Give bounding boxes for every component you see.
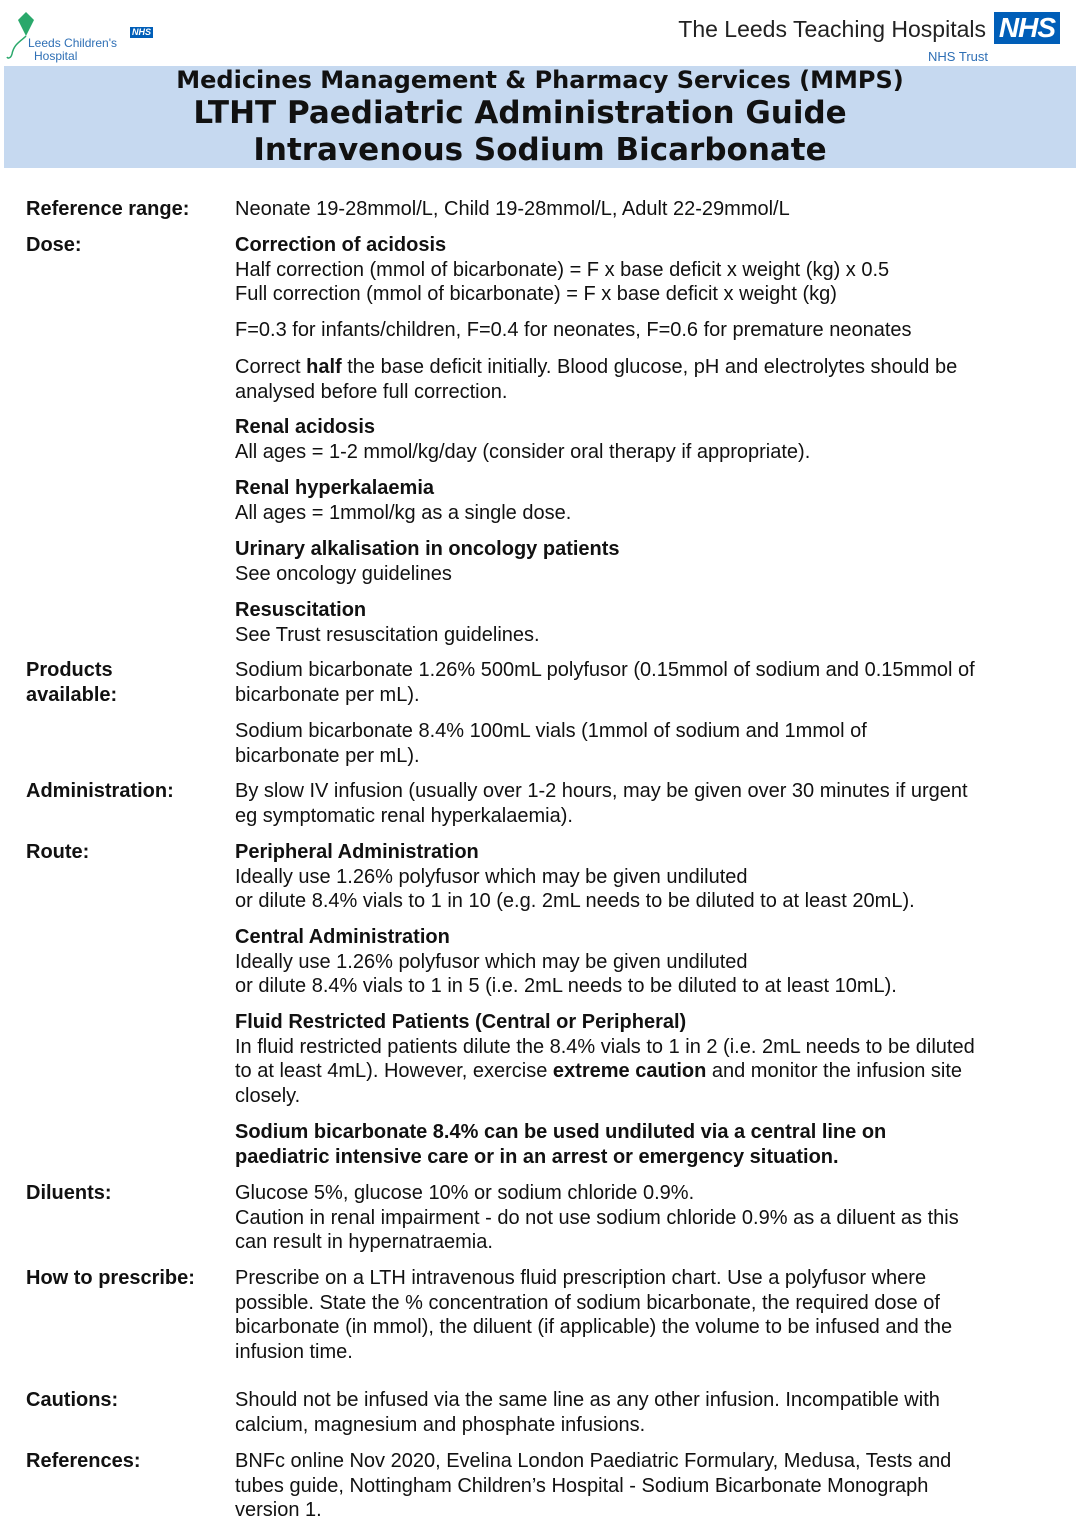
correct-pre: Correct — [235, 356, 307, 378]
product2-line1: Sodium bicarbonate 8.4% 100mL vials (1mmol of sodium and 1mmol of — [235, 720, 867, 742]
reference-range-text: Neonate 19-28mmol/L, Child 19-28mmol/L, Adult 22-29mmol/L — [235, 198, 790, 220]
fluid-line2-post: and monitor the infusion site — [706, 1060, 963, 1082]
diluents-label: Diluents: — [26, 1182, 112, 1204]
central-line2: or dilute 8.4% vials to 1 in 5 (i.e. 2mL needs to be diluted to at least 10mL). — [235, 975, 897, 997]
central-heading: Central Administration — [235, 926, 450, 948]
peripheral-heading: Peripheral Administration — [235, 841, 479, 863]
renal-hyperkalaemia-text: All ages = 1mmol/kg as a single dose. — [235, 501, 572, 524]
central-block — [235, 925, 1035, 999]
cautions-line1: Should not be infused via the same line as any other infusion. Incompatible with — [235, 1389, 940, 1411]
prescribe-line4: infusion time. — [235, 1340, 353, 1363]
trust-subtitle: NHS Trust — [928, 49, 988, 64]
prescribe-line1: Prescribe on a LTH intravenous fluid prescription chart. Use a polyfusor where — [235, 1267, 927, 1289]
product-polyfusor — [235, 658, 1035, 707]
logo-text-line1: Leeds Children's — [28, 36, 118, 50]
administration-text — [235, 779, 1035, 828]
renal-hyperkalaemia-heading: Renal hyperkalaemia — [235, 477, 434, 499]
correct-line2: analysed before full correction. — [235, 380, 508, 403]
undiluted-line2: paediatric intensive care or in an arrest or emergency situation. — [235, 1145, 839, 1168]
references-line3: version 1. — [235, 1499, 322, 1521]
correct-post: the base deficit initially. Blood glucose, pH and electrolytes should be — [341, 356, 958, 378]
resuscitation-block — [235, 598, 1035, 647]
product-vials — [235, 719, 1035, 768]
dose-correction-block — [235, 233, 1035, 307]
nhs-small-badge: NHS — [132, 27, 152, 37]
resuscitation-heading: Resuscitation — [235, 599, 367, 621]
references-label: References: — [26, 1450, 141, 1472]
undiluted-warning — [235, 1120, 1035, 1169]
undiluted-line1: Sodium bicarbonate 8.4% can be used undiluted via a central line on — [235, 1121, 887, 1143]
half-correction: Half correction (mmol of bicarbonate) = F x base deficit x weight (kg) x 0.5 — [235, 258, 890, 281]
cautions-label: Cautions: — [26, 1389, 119, 1411]
prescribe-line3: bicarbonate (in mmol), the diluent (if applicable) the volume to be infused and the — [235, 1316, 953, 1338]
fluid-heading: Fluid Restricted Patients (Central or Peripheral) — [235, 1011, 687, 1033]
urinary-alkalisation-text: See oncology guidelines — [235, 562, 452, 585]
correction-heading: Correction of acidosis — [235, 234, 447, 256]
department-title: Medicines Management & Pharmacy Services (MMPS) — [176, 66, 904, 94]
administration-line2: eg symptomatic renal hyperkalaemia). — [235, 804, 573, 827]
administration-label: Administration: — [26, 780, 174, 802]
dose-label: Dose: — [26, 234, 82, 256]
renal-hyperkalaemia-block — [235, 476, 1035, 525]
drug-title: Intravenous Sodium Bicarbonate — [253, 132, 827, 168]
fluid-line1: In fluid restricted patients dilute the 8.4% vials to 1 in 2 (i.e. 2mL needs to be diluted — [235, 1035, 975, 1058]
prescribe-label: How to prescribe: — [26, 1267, 195, 1289]
renal-acidosis-heading: Renal acidosis — [235, 416, 376, 438]
diluents-line3: can result in hypernatraemia. — [235, 1231, 493, 1253]
f-values: F=0.3 for infants/children, F=0.4 for neonates, F=0.6 for premature neonates — [235, 319, 912, 341]
fluid-line2-pre: to at least 4mL). However, exercise — [235, 1060, 553, 1082]
reference-range-label: Reference range: — [26, 198, 190, 220]
products-label-line2: available: — [26, 683, 118, 706]
prescribe-line2: possible. State the % concentration of sodium bicarbonate, the required dose of — [235, 1291, 940, 1314]
guide-title: LTHT Paediatric Administration Guide — [193, 95, 847, 131]
logo-text-line2: Hospital — [34, 49, 78, 63]
products-label-line1: Products — [26, 659, 113, 681]
prescribe-text — [235, 1266, 1035, 1364]
trust-name: The Leeds Teaching Hospitals — [678, 16, 986, 42]
peripheral-block — [235, 840, 1035, 914]
peripheral-line2: or dilute 8.4% vials to 1 in 10 (e.g. 2mL needs to be diluted to at least 20mL). — [235, 890, 915, 912]
diluents-line1: Glucose 5%, glucose 10% or sodium chloride 0.9%. — [235, 1182, 695, 1204]
cautions-text — [235, 1388, 1035, 1437]
correct-half-note — [235, 355, 1035, 404]
references-line2: tubes guide, Nottingham Children’s Hospital - Sodium Bicarbonate Monograph — [235, 1474, 929, 1497]
urinary-alkalisation-heading: Urinary alkalisation in oncology patients — [235, 538, 620, 560]
nhs-badge: NHS — [994, 12, 1060, 44]
fluid-line3: closely. — [235, 1084, 301, 1107]
peripheral-line1: Ideally use 1.26% polyfusor which may be given undiluted — [235, 865, 748, 888]
renal-acidosis-text: All ages = 1-2 mmol/kg/day (consider oral therapy if appropriate). — [235, 440, 811, 463]
route-label: Route: — [26, 841, 90, 863]
diluents-line2: Caution in renal impairment - do not use sodium chloride 0.9% as a diluent as this — [235, 1206, 959, 1229]
correct-bold: half — [306, 356, 342, 378]
product1-line2: bicarbonate per mL). — [235, 683, 420, 706]
references-line1: BNFc online Nov 2020, Evelina London Paediatric Formulary, Medusa, Tests and — [235, 1450, 952, 1472]
product2-line2: bicarbonate per mL). — [235, 744, 420, 767]
administration-line1: By slow IV infusion (usually over 1-2 hours, may be given over 30 minutes if urgent — [235, 780, 968, 802]
central-line1: Ideally use 1.26% polyfusor which may be given undiluted — [235, 950, 748, 973]
diluents-text — [235, 1181, 1035, 1255]
products-label — [26, 658, 226, 707]
full-correction: Full correction (mmol of bicarbonate) = F x base deficit x weight (kg) — [235, 283, 837, 305]
resuscitation-text: See Trust resuscitation guidelines. — [235, 623, 540, 646]
renal-acidosis-block — [235, 415, 1035, 464]
references-text — [235, 1449, 1035, 1523]
fluid-line2-bold: extreme caution — [552, 1060, 707, 1082]
fluid-restricted-block — [235, 1010, 1035, 1108]
product1-line1: Sodium bicarbonate 1.26% 500mL polyfusor (0.15mmol of sodium and 0.15mmol of — [235, 659, 975, 681]
cautions-line2: calcium, magnesium and phosphate infusions. — [235, 1413, 646, 1436]
urinary-alkalisation-block — [235, 537, 1035, 586]
